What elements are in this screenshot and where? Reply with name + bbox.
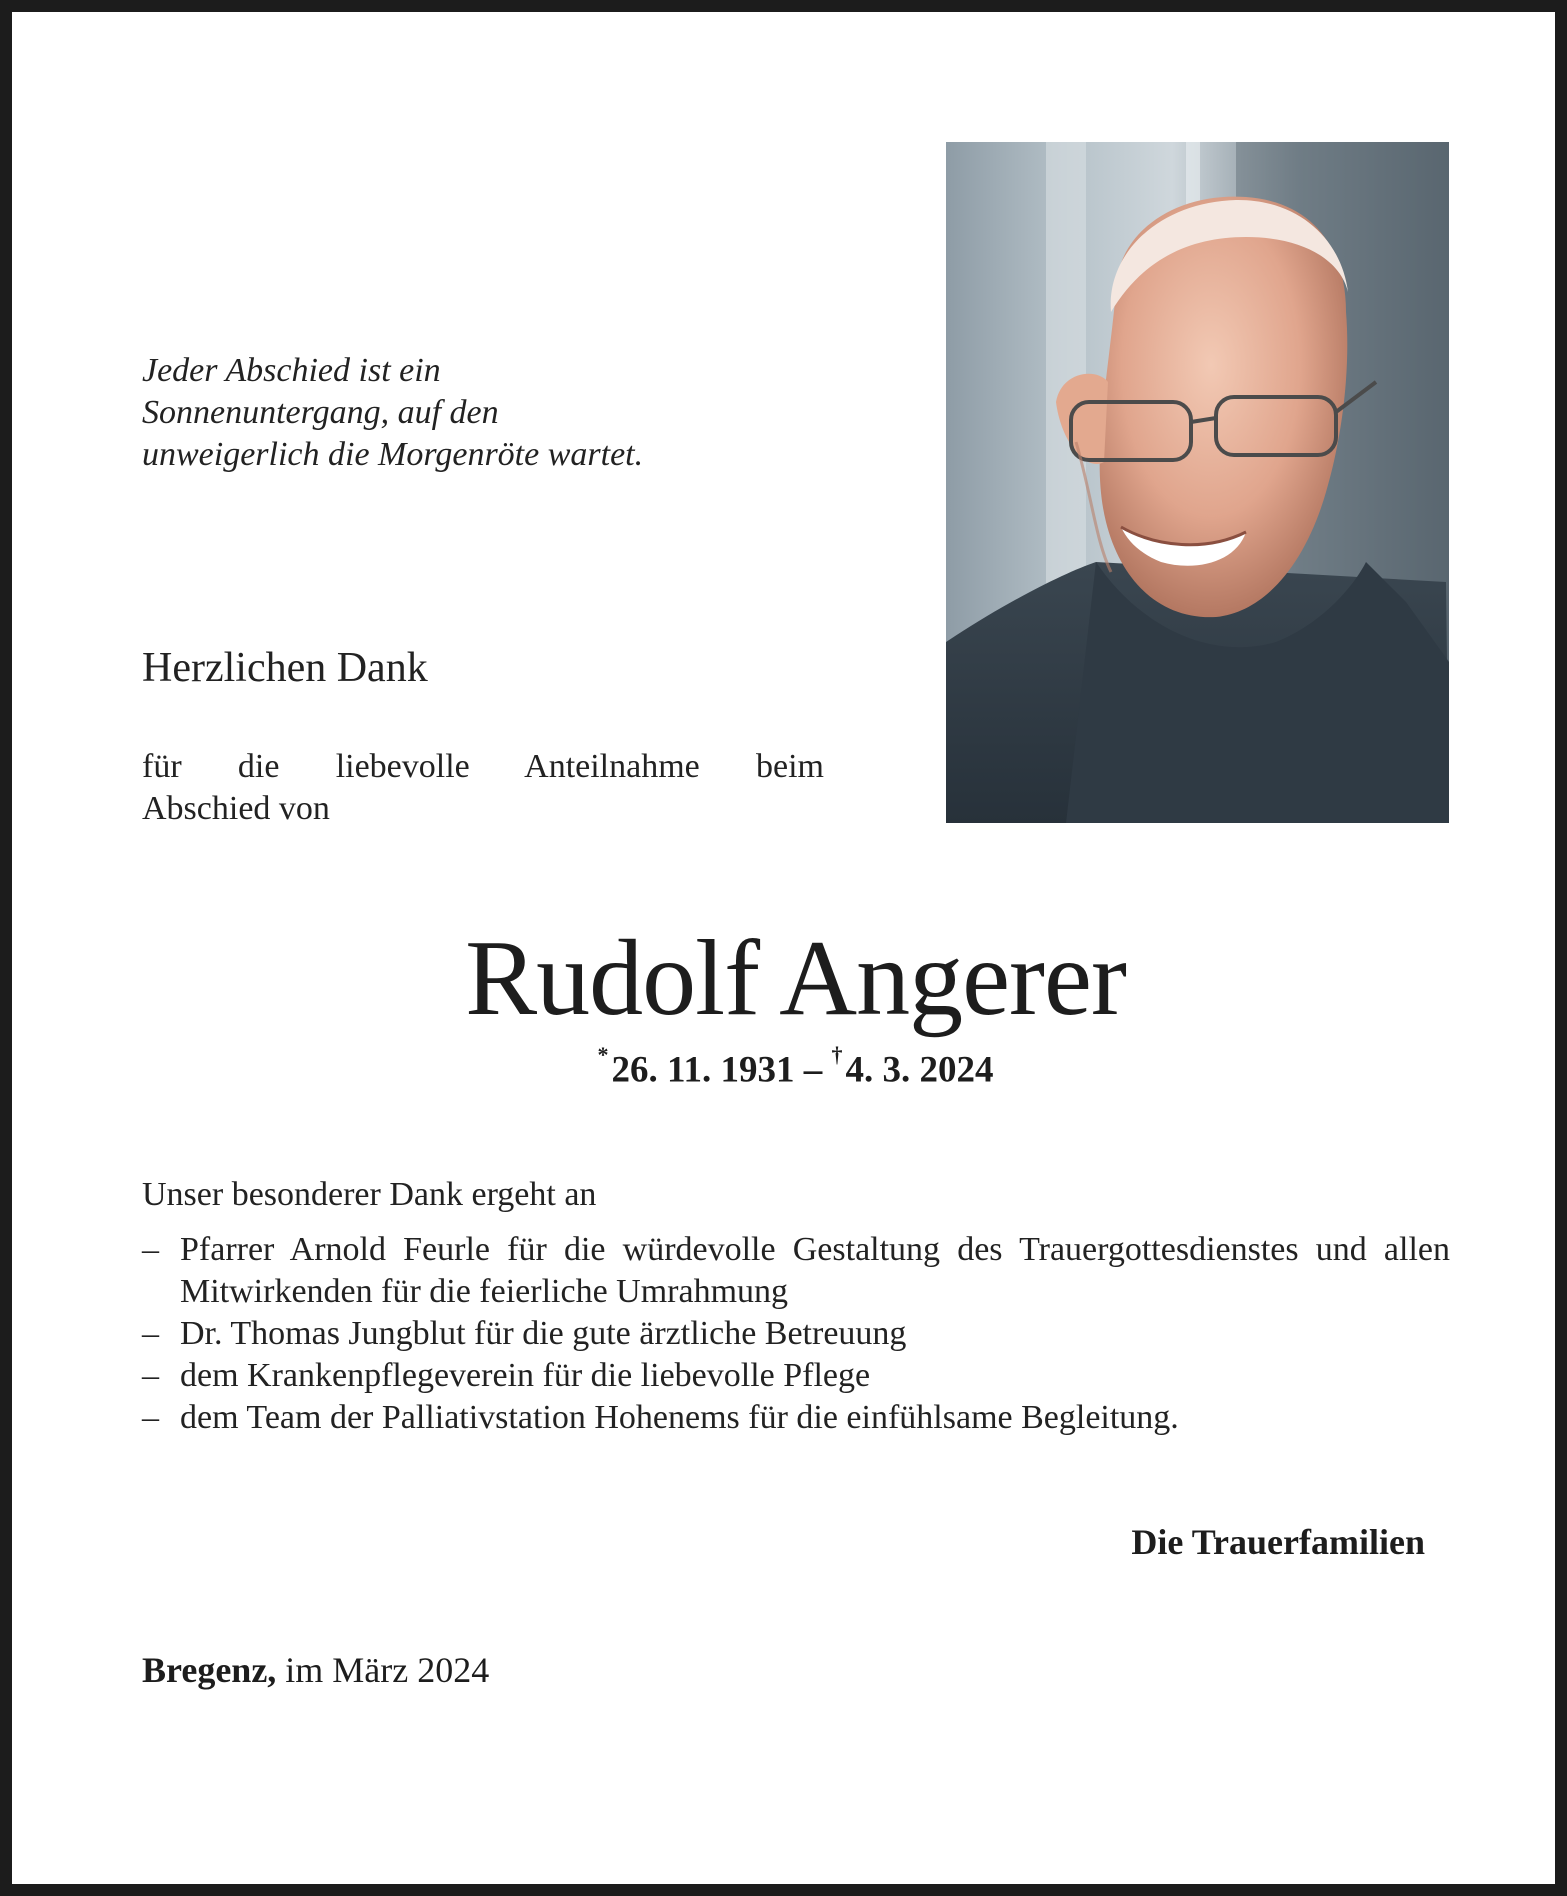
place-and-date — [142, 1649, 489, 1691]
date-separator: – — [794, 1049, 832, 1091]
place-city: Bregenz, — [142, 1650, 277, 1690]
list-item-text: Pfarrer Arnold Feurle für die würdevolle Gestaltung des Trauergottesdienstes und allen Mitwirkenden für die feierliche Umrahmung — [180, 1231, 1450, 1310]
quote-line: Sonnenuntergang, auf den — [142, 394, 499, 431]
life-dates — [12, 1042, 1567, 1091]
deceased-name: Rudolf Angerer — [465, 919, 1126, 1038]
list-item — [142, 1397, 1450, 1439]
portrait-photo — [946, 142, 1449, 823]
birth-date: 26. 11. 1931 — [611, 1049, 795, 1091]
thanks-text-line: Abschied von — [142, 790, 330, 827]
death-symbol: † — [831, 1042, 843, 1067]
quote-line: unweigerlich die Morgenröte wartet. — [142, 436, 644, 473]
special-thanks-heading: Unser besonderer Dank ergeht an — [142, 1176, 597, 1213]
list-item — [142, 1229, 1450, 1313]
memorial-quote — [142, 350, 782, 476]
list-item — [142, 1313, 1450, 1355]
dash-marker: – — [142, 1231, 159, 1268]
thanks-heading: Herzlichen Dank — [142, 645, 428, 691]
dash-marker: – — [142, 1315, 159, 1352]
portrait-image — [946, 142, 1449, 823]
list-item-text: Dr. Thomas Jungblut für die gute ärztliche Betreuung — [180, 1315, 907, 1352]
dash-marker: – — [142, 1357, 159, 1394]
special-thanks-list — [142, 1229, 1450, 1439]
dash-marker: – — [142, 1399, 159, 1436]
list-item-text: dem Krankenpflegeverein für die liebevolle Pflege — [180, 1357, 871, 1394]
death-date: 4. 3. 2024 — [845, 1049, 994, 1091]
birth-symbol: * — [597, 1042, 609, 1067]
thanks-text-line: für die liebevolle Anteilnahme beim — [142, 748, 824, 785]
signature: Die Trauerfamilien — [1131, 1522, 1425, 1562]
thanks-text — [142, 746, 824, 830]
place-date: im März 2024 — [276, 1650, 490, 1690]
list-item — [142, 1355, 1450, 1397]
quote-line: Jeder Abschied ist ein — [142, 352, 441, 389]
list-item-text: dem Team der Palliativstation Hohenems für die einfühlsame Begleitung. — [180, 1399, 1179, 1436]
